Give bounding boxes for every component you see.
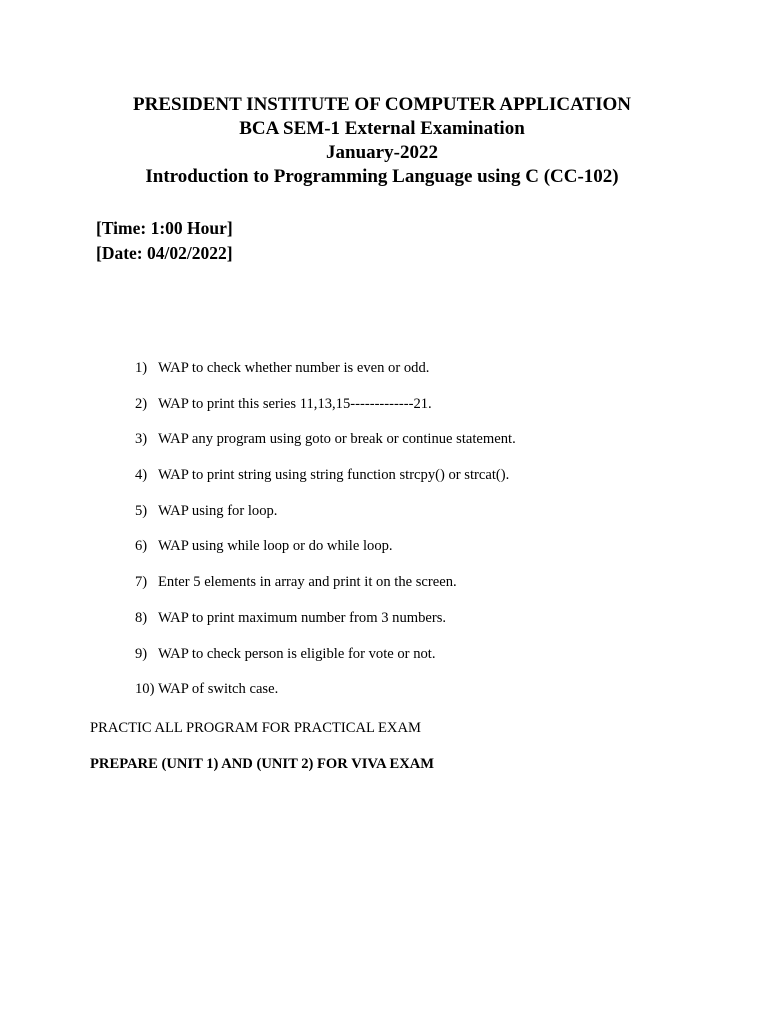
question-number: 8) — [135, 609, 148, 626]
question-text: WAP using while loop or do while loop. — [158, 538, 393, 555]
question-text: WAP to print string using string function strcpy() or strcat(). — [158, 467, 510, 484]
question-text: WAP using for loop. — [158, 502, 278, 519]
question-number: 4) — [135, 467, 148, 484]
exam-title: BCA SEM-1 External Examination — [239, 118, 525, 139]
question-text: Enter 5 elements in array and print it on the screen. — [158, 574, 457, 591]
question-number: 7) — [135, 574, 148, 591]
institute-name: PRESIDENT INSTITUTE OF COMPUTER APPLICATION — [133, 94, 631, 115]
exam-date: [Date: 04/02/2022] — [96, 242, 233, 263]
document-header — [0, 93, 764, 189]
question-number: 9) — [135, 645, 148, 662]
exam-time: [Time: 1:00 Hour] — [96, 218, 233, 238]
question-number: 10) — [135, 681, 155, 698]
practical-exam-note: PRACTIC ALL PROGRAM FOR PRACTICAL EXAM — [90, 720, 421, 736]
exam-session: January-2022 — [326, 142, 438, 163]
question-number: 5) — [135, 502, 148, 519]
question-text: WAP to print maximum number from 3 numbers. — [158, 609, 447, 626]
exam-meta — [96, 216, 233, 265]
question-text: WAP to print this series 11,13,15-------------21. — [158, 395, 432, 412]
question-number: 3) — [135, 431, 148, 448]
question-number: 1) — [135, 360, 148, 376]
question-text: WAP of switch case. — [158, 681, 279, 698]
question-text: WAP to check person is eligible for vote or not. — [158, 645, 436, 662]
question-number: 2) — [135, 395, 148, 412]
question-text: WAP to check whether number is even or odd. — [158, 360, 430, 376]
viva-exam-note: PREPARE (UNIT 1) AND (UNIT 2) FOR VIVA EXAM — [90, 756, 435, 772]
question-text: WAP any program using goto or break or continue statement. — [158, 431, 516, 448]
question-number: 6) — [135, 538, 148, 555]
subject-title: Introduction to Programming Language using C (CC-102) — [145, 166, 619, 187]
